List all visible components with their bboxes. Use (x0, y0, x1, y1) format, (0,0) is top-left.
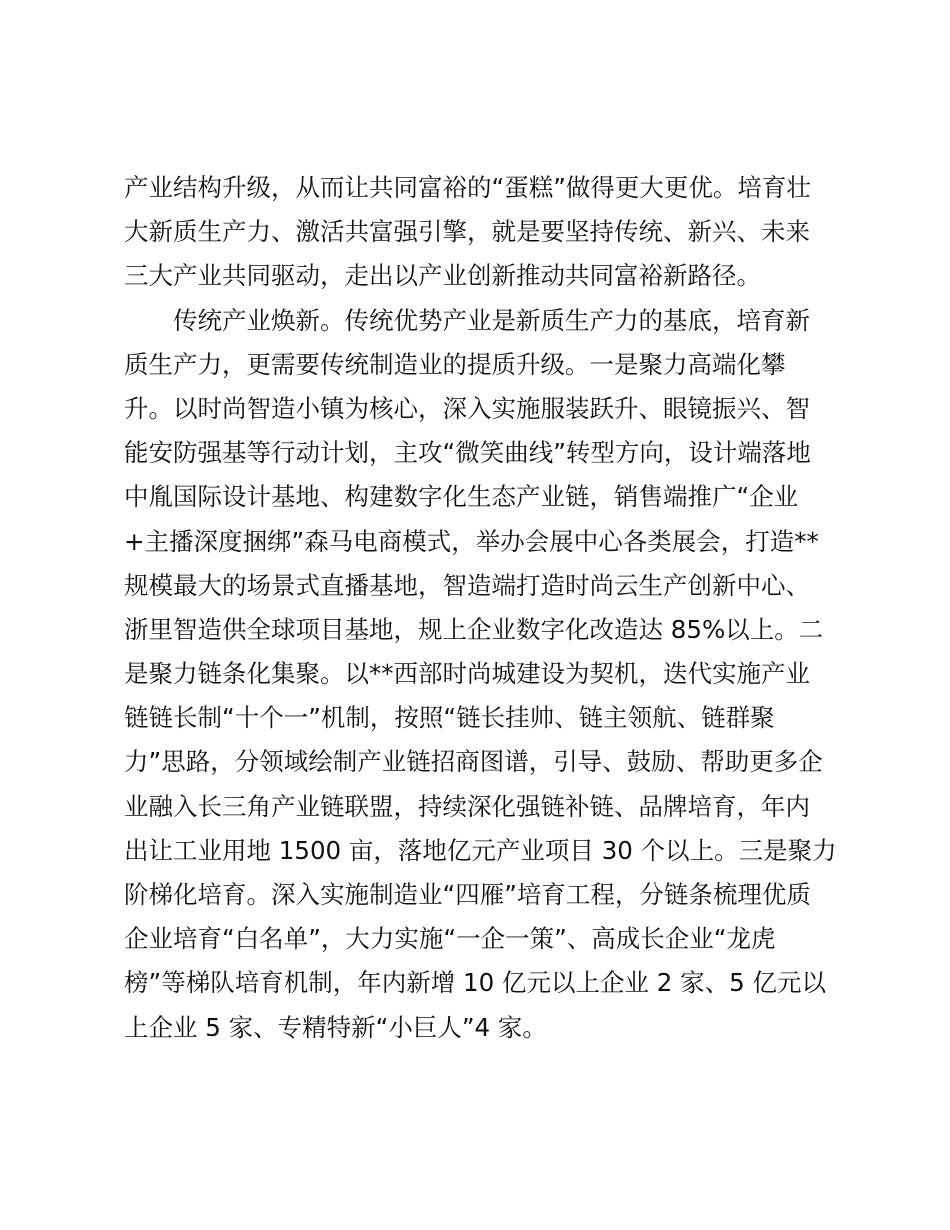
text-line: 升。以时尚智造小镇为核心，深入实施服装跃升、眼镜振兴、智 (124, 393, 810, 423)
text-line: 大新质生产力、激活共富强引擎，就是要坚持传统、新兴、未来 (124, 217, 810, 247)
text-line: 业融入长三角产业链联盟，持续深化强链补链、品牌培育，年内 (124, 791, 810, 821)
text-line: 浙里智造供全球项目基地，规上企业数字化改造达 85%以上。二 (124, 614, 824, 644)
text-line: 质生产力，更需要传统制造业的提质升级。一是聚力高端化攀 (124, 349, 786, 379)
text-line: 力”思路，分领域绘制产业链招商图谱，引导、鼓励、帮助更多企 (124, 747, 823, 777)
text-line: 是聚力链条化集聚。以**西部时尚城建设为契机，迭代实施产业 (124, 659, 810, 689)
text-line: 链链长制“十个一”机制，按照“链长挂帅、链主领航、链群聚 (124, 703, 775, 733)
document-body (124, 166, 844, 1050)
text-line: 榜”等梯队培育机制，年内新增 10 亿元以上企业 2 家、5 亿元以 (124, 968, 826, 998)
text-line: 规模最大的场景式直播基地，智造端打造时尚云生产创新中心、 (124, 570, 810, 600)
text-line: +主播深度捆绑”森马电商模式，举办会展中心各类展会，打造** (124, 526, 819, 556)
text-line: 上企业 5 家、专精特新“小巨人”4 家。 (124, 1012, 547, 1042)
text-line: 出让工业用地 1500 亩，落地亿元产业项目 30 个以上。三是聚力 (124, 835, 837, 865)
text-line: 阶梯化培育。深入实施制造业“四雁”培育工程，分链条梳理优质 (124, 880, 811, 909)
text-line: 产业结构升级，从而让共同富裕的“蛋糕”做得更大更优。培育壮 (124, 173, 811, 202)
text-line: 能安防强基等行动计划，主攻“微笑曲线”转型方向，设计端落地 (124, 438, 811, 468)
text-line: 企业培育“白名单”，大力实施“一企一策”、高成长企业“龙虎 (124, 924, 776, 954)
paragraph-start-line: 传统产业焕新。传统优势产业是新质生产力的基底，培育新 (173, 305, 810, 335)
text-line: 三大产业共同驱动，走出以产业创新推动共同富裕新路径。 (124, 261, 761, 291)
text-line: 中胤国际设计基地、构建数字化生态产业链，销售端推广“企业 (124, 482, 799, 512)
